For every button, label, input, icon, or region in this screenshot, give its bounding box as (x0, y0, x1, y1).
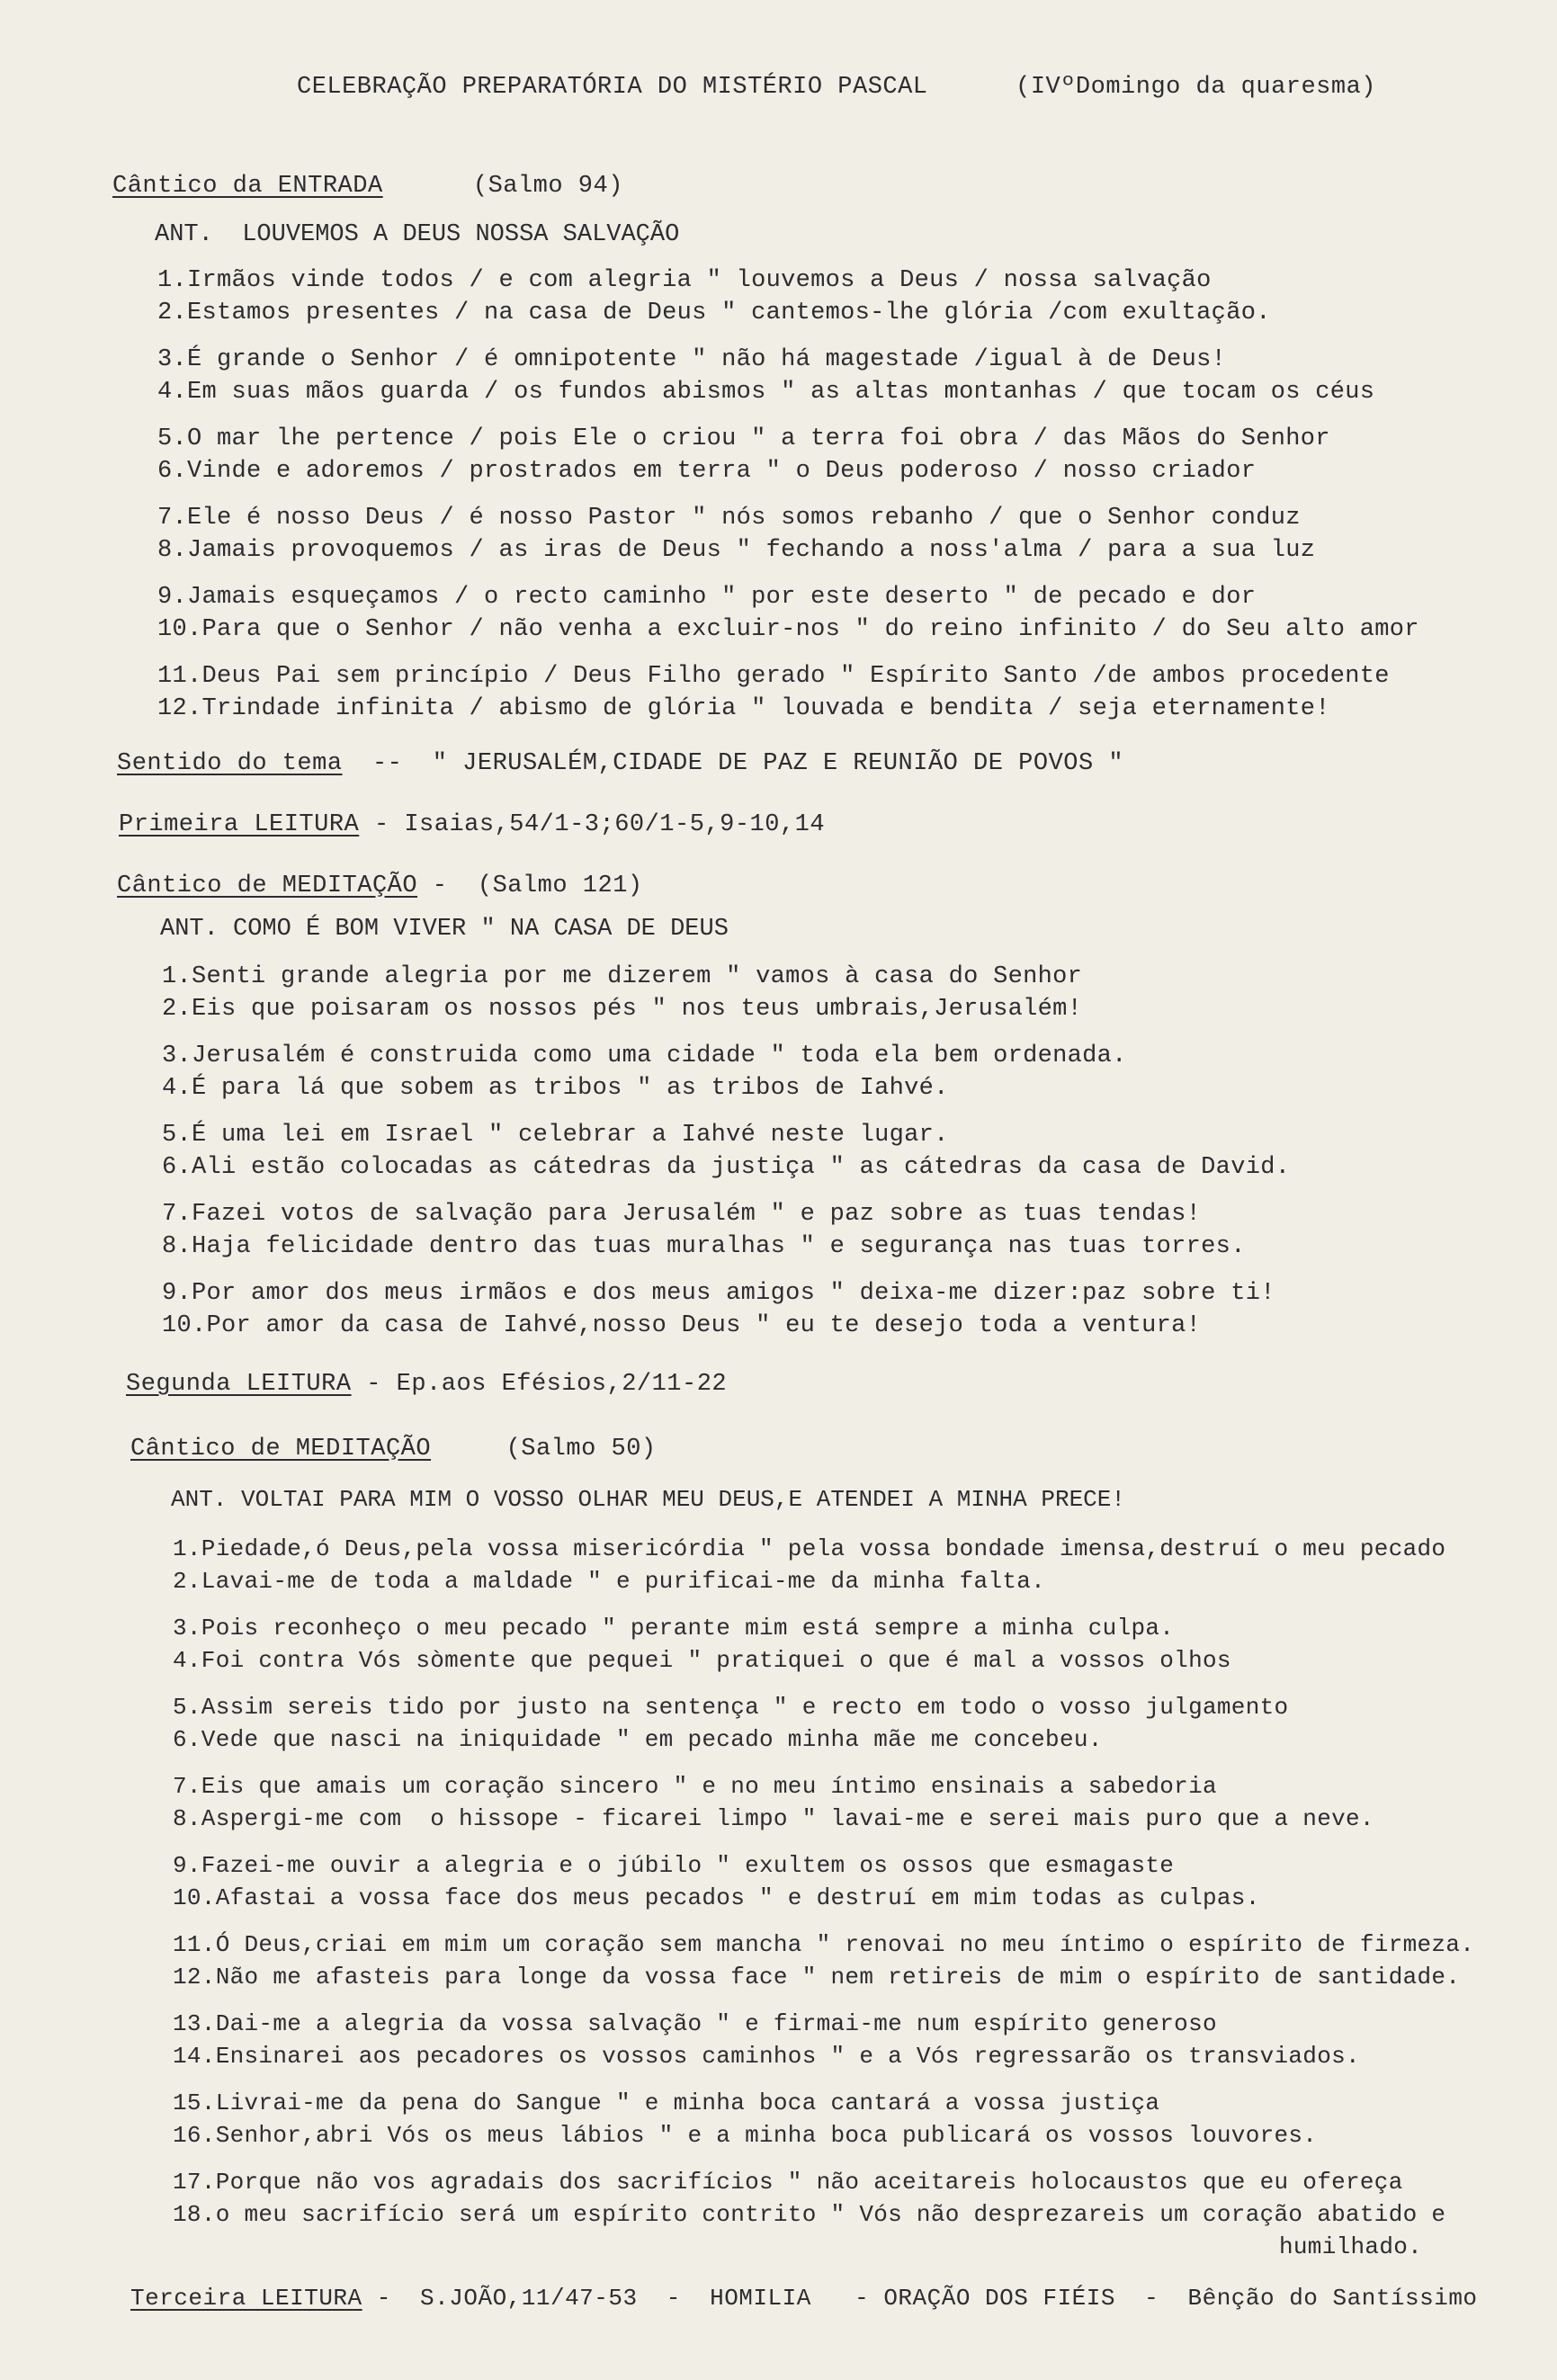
verse-line: 11.Deus Pai sem princípio / Deus Filho gerado " Espírito Santo /de ambos procedente (157, 663, 1390, 690)
verse-line: 12.Trindade infinita / abismo de glória " louvada e bendita / seja eternamente! (157, 695, 1330, 722)
segunda-row (126, 1371, 727, 1398)
meditacao2-verses (173, 1533, 1475, 2277)
verse-line: 18.o meu sacrifício será um espírito contrito " Vós não desprezareis um coração abatido e (173, 2201, 1446, 2228)
meditacao1-dash: - (417, 872, 478, 899)
verse-continuation: humilhado. (1279, 2233, 1423, 2260)
verse-pair (173, 1612, 1450, 1677)
segunda-text: - Ep.aos Efésios,2/11-22 (351, 1371, 728, 1398)
entrada-heading: Cântico da ENTRADA (112, 173, 383, 200)
verse-pair (162, 1198, 1403, 1263)
verse-line: 7.Ele é nosso Deus / é nosso Pastor " nós somos rebanho / que o Senhor conduz (157, 505, 1301, 532)
primeira-row (119, 811, 825, 838)
verse-pair (157, 581, 1419, 646)
meditacao2-heading-row (130, 1436, 657, 1463)
verse-line: 3.Jerusalém é construida como uma cidade " toda ela bem ordenada. (162, 1042, 1127, 1069)
verse-line: 16.Senhor,abri Vós os meus lábios " e a minha boca publicará os vossos louvores. (173, 2122, 1318, 2149)
verse-pair (173, 2166, 1450, 2263)
meditacao2-psalm: (Salmo 50) (506, 1436, 657, 1463)
verse-pair (173, 2087, 1450, 2152)
verse-pair (173, 1849, 1450, 1914)
terceira-text: - S.JOÃO,11/47-53 - HOMILIA - ORAÇÃO DOS FIÉIS - Bênção do Santíssimo (362, 2285, 1478, 2312)
verse-pair (173, 1770, 1450, 1835)
verse-pair (162, 1119, 1403, 1184)
verse-line: 13.Dai-me a alegria da vossa salvação " e firmai-me num espírito generoso (173, 2010, 1217, 2037)
verse-line: 2.Eis que poisaram os nossos pés " nos teus umbrais,Jerusalém! (162, 996, 1083, 1023)
verse-pair (157, 344, 1399, 408)
primeira-label: Primeira LEITURA (119, 811, 360, 838)
document-header (297, 74, 1376, 101)
verse-line: 10.Afastai a vossa face dos meus pecados " e destruí em mim todas as culpas. (173, 1884, 1260, 1911)
verse-pair (157, 660, 1399, 725)
segunda-label: Segunda LEITURA (126, 1371, 352, 1398)
verse-line: 6.Vede que nasci na iniquidade " em pecado minha mãe me concebeu. (173, 1726, 1103, 1753)
primeira-text: - Isaias,54/1-3;60/1-5,9-10,14 (359, 811, 826, 838)
verse-line: 14.Ensinarei aos pecadores os vossos caminhos " e a Vós regressarão os transviados. (173, 2043, 1360, 2070)
meditacao1-heading-row (117, 872, 643, 899)
verse-line: 9.Por amor dos meus irmãos e dos meus amigos " deixa-me dizer:paz sobre ti! (162, 1280, 1275, 1307)
verse-line: 5.Assim sereis tido por justo na sentença " e recto em todo o vosso julgamento (173, 1694, 1289, 1721)
verse-pair (173, 2008, 1450, 2072)
verse-line: 9.Jamais esqueçamos / o recto caminho " por este deserto " de pecado e dor (157, 584, 1257, 611)
verse-line: 2.Lavai-me de toda a maldade " e purificai-me da minha falta. (173, 1568, 1046, 1595)
verse-pair (162, 1040, 1403, 1105)
verse-line: 1.Piedade,ó Deus,pela vossa misericórdia " pela vossa bondade imensa,destruí o meu pecado (173, 1535, 1446, 1562)
verse-pair (157, 502, 1399, 567)
entrada-verses (157, 264, 1419, 739)
verse-line: 3.É grande o Senhor / é omnipotente " não há magestade /igual à de Deus! (157, 346, 1227, 373)
verse-line: 3.Pois reconheço o meu pecado " perante mim está sempre a minha culpa. (173, 1615, 1175, 1642)
meditacao1-antiphon: ANT. COMO É BOM VIVER " NA CASA DE DEUS (160, 916, 729, 943)
meditacao1-verses (162, 961, 1403, 1356)
verse-pair (157, 264, 1399, 329)
verse-line: 4.É para lá que sobem as tribos " as tribos de Iahvé. (162, 1075, 949, 1102)
entrada-antiphon: ANT. LOUVEMOS A DEUS NOSSA SALVAÇÃO (155, 221, 680, 248)
verse-line: 6.Vinde e adoremos / prostrados em terra " o Deus poderoso / nosso criador (157, 458, 1257, 485)
terceira-label: Terceira LEITURA (130, 2285, 362, 2312)
verse-line: 10.Por amor da casa de Iahvé,nosso Deus " eu te desejo toda a ventura! (162, 1312, 1202, 1339)
document-subtitle: (IVºDomingo da quaresma) (1016, 74, 1376, 101)
verse-line: 7.Fazei votos de salvação para Jerusalém " e paz sobre as tuas tendas! (162, 1201, 1202, 1228)
meditacao2-heading: Cântico de MEDITAÇÃO (130, 1436, 432, 1463)
verse-line: 1.Irmãos vinde todos / e com alegria " louvemos a Deus / nossa salvação (157, 267, 1212, 294)
meditacao1-heading: Cântico de MEDITAÇÃO (117, 872, 418, 899)
verse-line: 8.Jamais provoquemos / as iras de Deus " fechando a noss'alma / para a sua luz (157, 537, 1316, 564)
verse-line: 9.Fazei-me ouvir a alegria e o júbilo " exultem os ossos que esmagaste (173, 1852, 1175, 1879)
verse-pair (173, 1928, 1475, 1993)
tema-label: Sentido do tema (117, 750, 343, 777)
verse-line: 8.Haja felicidade dentro das tuas muralhas " e segurança nas tuas torres. (162, 1233, 1246, 1260)
verse-line: 5.É uma lei em Israel " celebrar a Iahvé neste lugar. (162, 1122, 949, 1149)
verse-line: 17.Porque não vos agradais dos sacrifícios " não aceitareis holocaustos que eu ofereça (173, 2169, 1403, 2196)
verse-line: 11.Ó Deus,criai em mim um coração sem mancha " renovai no meu íntimo o espírito de firmeza. (173, 1931, 1475, 1958)
verse-line: 7.Eis que amais um coração sincero " e no meu íntimo ensinais a sabedoria (173, 1773, 1217, 1800)
entrada-psalm: (Salmo 94) (472, 173, 623, 200)
verse-line: 10.Para que o Senhor / não venha a excluir-nos " do reino infinito / do Seu alto amor (157, 616, 1419, 643)
verse-line: 6.Ali estão colocadas as cátedras da justiça " as cátedras da casa de David. (162, 1154, 1291, 1181)
verse-line: 5.O mar lhe pertence / pois Ele o criou " a terra foi obra / das Mãos do Senhor (157, 425, 1330, 452)
verse-line: 12.Não me afasteis para longe da vossa face " nem retireis de mim o espírito de santidade. (173, 1964, 1461, 1991)
verse-pair (157, 423, 1399, 488)
entrada-heading-row (112, 173, 623, 200)
document-title: CELEBRAÇÃO PREPARATÓRIA DO MISTÉRIO PASCAL (297, 74, 928, 101)
verse-pair (173, 1533, 1450, 1597)
tema-row (117, 750, 1123, 777)
verse-line: 4.Foi contra Vós sòmente que pequei " pratiquei o que é mal a vossos olhos (173, 1647, 1231, 1674)
verse-line: 15.Livrai-me da pena do Sangue " e minha boca cantará a vossa justiça (173, 2089, 1160, 2116)
tema-text: -- " JERUSALÉM,CIDADE DE PAZ E REUNIÃO DE POVOS " (342, 750, 1124, 777)
verse-pair (173, 1691, 1450, 1756)
meditacao1-psalm: (Salmo 121) (477, 872, 643, 899)
verse-line: 4.Em suas mãos guarda / os fundos abismos " as altas montanhas / que tocam os céus (157, 379, 1375, 406)
verse-line: 2.Estamos presentes / na casa de Deus " cantemos-lhe glória /com exultação. (157, 300, 1271, 327)
verse-pair (162, 1277, 1403, 1342)
terceira-row (130, 2285, 1478, 2312)
meditacao2-antiphon: ANT. VOLTAI PARA MIM O VOSSO OLHAR MEU DEUS,E ATENDEI A MINHA PRECE! (171, 1486, 1125, 1513)
verse-pair (162, 961, 1403, 1025)
verse-line: 1.Senti grande alegria por me dizerem " vamos à casa do Senhor (162, 963, 1083, 990)
verse-line: 8.Aspergi-me com o hissope - ficarei limpo " lavai-me e serei mais puro que a neve. (173, 1805, 1374, 1832)
